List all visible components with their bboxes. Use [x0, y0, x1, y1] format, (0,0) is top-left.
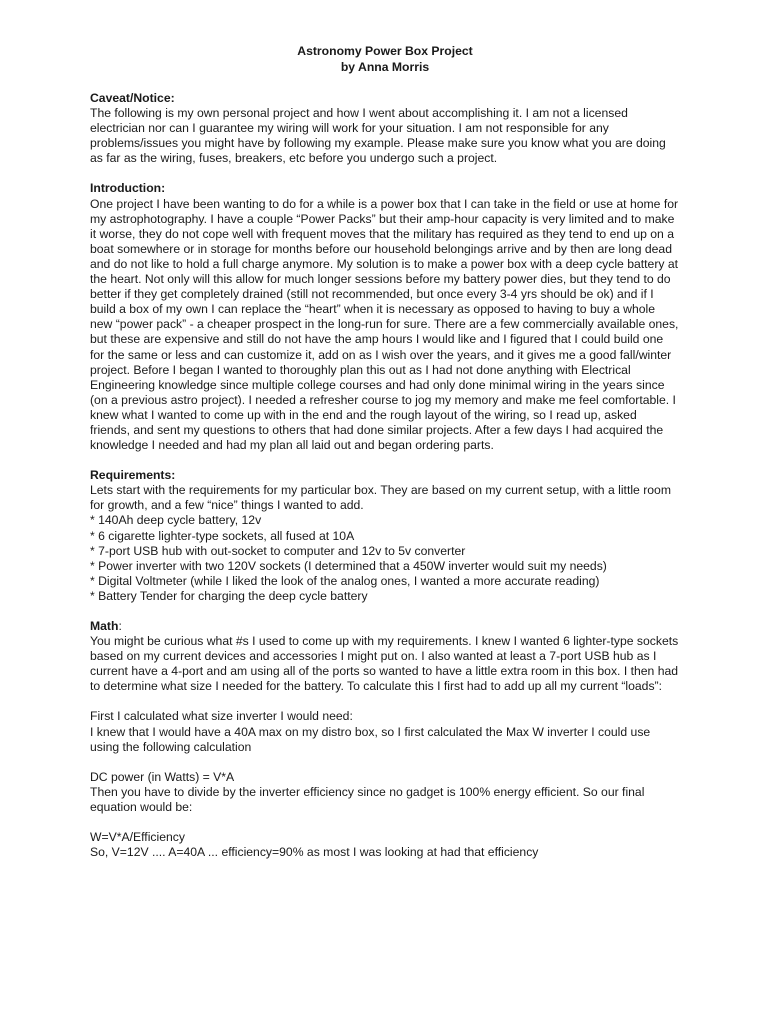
values-line: So, V=12V .... A=40A ... efficiency=90% as most I was looking at had that efficiency	[90, 845, 539, 860]
introduction-body: One project I have been wanting to do for a while is a power box that I can take in the field or use at home for my astrophotography. I have a couple “Power Packs” but their amp-hour capacity is very limited and to make it worse, they do not cope well with frequent moves that the military has required as they tend to end up on a boat somewhere or in storage for months before our household belongings arrive and by then are long dead and do not like to hold a full charge anymore. My solution is to make a power box with a deep cycle battery at the heart. Not only will this allow for much longer sessions before my battery power dies, but they tend to do better if they get completely drained (still not recommended, but once every 3-4 yrs should be ok) and if I build a box of my own I can replace the “heart” when it is necessary as opposed to having to buy a whole new “power pack” - a cheaper prospect in the long-run for sure. There are a few commercially available ones, but these are expensive and still do not have the amp hours I would like and I figured that I could build one for the same or less and can customize it, add on as I wish over the years, and it gives me a good fall/winter project. Before I began I wanted to thoroughly plan this out as I had not done anything with Electrical Engineering knowledge since multiple college courses and had only done minimal wiring in the years since (on a previous astro project). I needed a refresher course to jog my memory and make me feel comfortable. I knew what I wanted to come up with in the end and the rough layout of the wiring, so I read up, asked friends, and sent my questions to others that had done similar projects. After a few days I had acquired the knowledge I needed and had my plan all laid out and began ordering parts.	[90, 196, 679, 453]
requirements-list	[90, 513, 680, 604]
requirements-body: Lets start with the requirements for my particular box. They are based on my current setup, with a little room for growth, and a few “nice” things I wanted to add.	[90, 483, 671, 513]
inverter-body: I knew that I would have a 40A max on my distro box, so I first calculated the Max W inverter I could use using the following calculation	[90, 724, 651, 754]
efficiency-text: Then you have to divide by the inverter efficiency since no gadget is 100% energy efficient. So our final equation would be:	[90, 784, 645, 814]
formula-final: W=V*A/Efficiency	[90, 830, 185, 845]
requirement-item: * Battery Tender for charging the deep cycle battery	[90, 588, 368, 603]
document-title: Astronomy Power Box Project	[297, 44, 473, 58]
caveat-heading: Caveat/Notice:	[90, 91, 175, 105]
introduction-heading: Introduction:	[90, 181, 166, 196]
requirement-item: * 7-port USB hub with out-socket to computer and 12v to 5v converter	[90, 543, 466, 558]
introduction-section	[90, 181, 680, 453]
math-heading-line	[90, 619, 680, 634]
document-page	[90, 44, 680, 860]
requirements-heading: Requirements:	[90, 468, 176, 483]
requirement-item: * Power inverter with two 120V sockets (I determined that a 450W inverter would suit my needs)	[90, 558, 607, 573]
requirement-item: * 6 cigarette lighter-type sockets, all fused at 10A	[90, 528, 355, 543]
math-heading: Math	[90, 619, 119, 633]
math-body: You might be curious what #s I used to come up with my requirements. I knew I wanted 6 lighter-type sockets based on my current devices and accessories I might put on. I also wanted at least a 7-port USB hub as I current have a 4-port and am using all of the ports so wanted to have a little extra room in this box. I then had to determine what size I needed for the battery. To calculate this I first had to add up all my current “loads”:	[90, 634, 679, 694]
document-byline: by Anna Morris	[340, 59, 430, 74]
requirement-item: * Digital Voltmeter (while I liked the look of the analog ones, I wanted a more accurate reading)	[90, 573, 600, 588]
requirement-item: * 140Ah deep cycle battery, 12v	[90, 513, 262, 528]
caveat-section	[90, 91, 680, 166]
math-section	[90, 619, 680, 860]
formula-dc-power: DC power (in Watts) = V*A	[90, 769, 235, 784]
inverter-intro: First I calculated what size inverter I would need:	[90, 709, 353, 724]
math-heading-suffix: :	[118, 619, 122, 633]
requirements-section	[90, 468, 680, 604]
caveat-body: The following is my own personal project and how I went about accomplishing it. I am not a licensed electrician nor can I guarantee my wiring will work for your situation. I am not responsible for any problems/issues you might have by following my example. Please make sure you know what you are doing as far as the wiring, fuses, breakers, etc before you undergo such a project.	[90, 106, 666, 166]
